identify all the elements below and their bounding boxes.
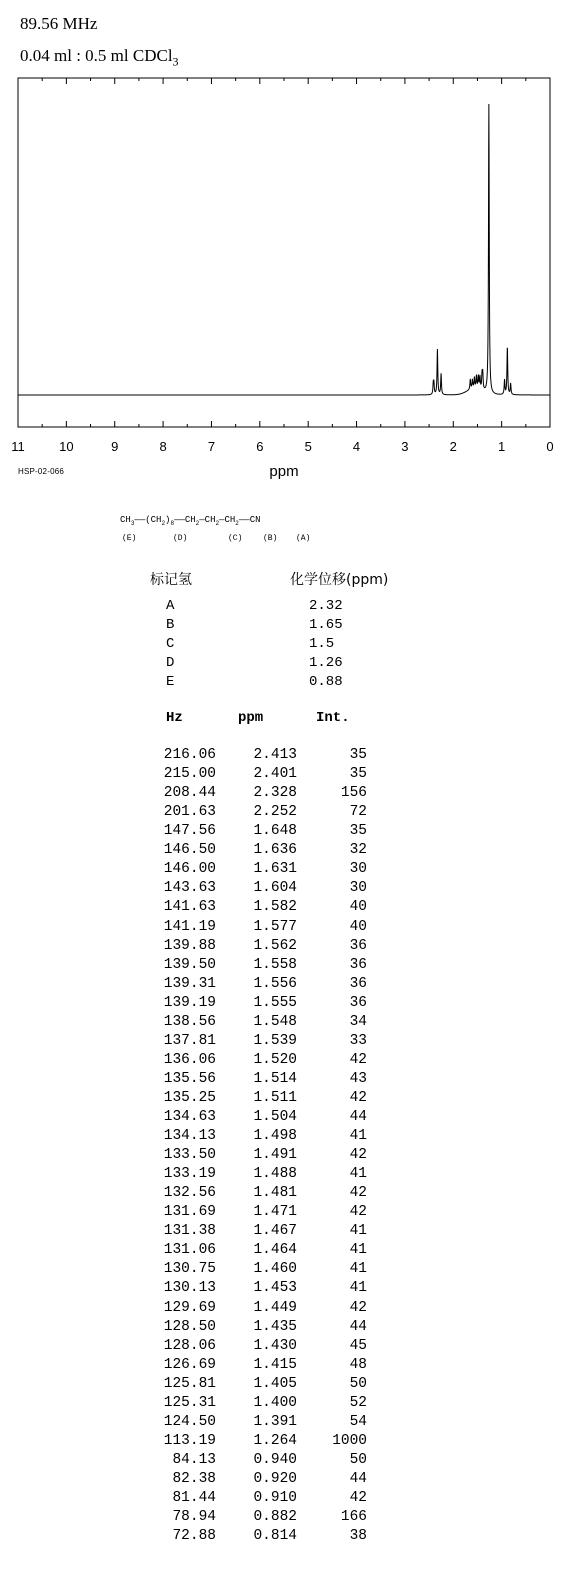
assignment-shift: 1.5 (309, 636, 335, 652)
peak-row (0, 1166, 570, 1185)
peak-row (0, 1242, 570, 1261)
peak-row (0, 1071, 570, 1090)
label-d: (D) (173, 534, 188, 542)
peak-row (0, 1319, 570, 1338)
assignment-shift: 1.65 (309, 617, 343, 633)
peak-ppm: 1.631 (253, 861, 297, 878)
x-tick-label: 5 (304, 439, 312, 454)
peak-intensity: 38 (349, 1528, 367, 1545)
peak-header-int: Int. (316, 710, 350, 726)
spectrum-trace (18, 104, 550, 395)
label-b: (B) (263, 534, 278, 542)
peak-ppm: 1.415 (253, 1356, 297, 1373)
peak-ppm: 1.491 (253, 1147, 297, 1163)
peak-intensity: 54 (349, 1413, 367, 1430)
peak-hz: 132.56 (163, 1185, 216, 1202)
peak-intensity: 166 (340, 1509, 367, 1525)
peak-row (0, 823, 570, 842)
peak-hz: 135.56 (163, 1070, 216, 1087)
x-tick-label: 7 (207, 439, 216, 454)
peak-ppm: 1.405 (253, 1375, 297, 1392)
peak-ppm: 0.920 (253, 1470, 297, 1487)
peak-intensity: 41 (349, 1223, 367, 1240)
peak-hz: 133.19 (163, 1166, 216, 1183)
peak-ppm: 1.555 (253, 994, 297, 1011)
x-tick-label: 8 (159, 439, 167, 454)
peak-ppm: 1.511 (253, 1089, 297, 1106)
peak-intensity: 41 (349, 1280, 367, 1297)
peak-hz: 134.63 (163, 1109, 216, 1125)
peak-row (0, 1280, 570, 1299)
assignment-label: D (166, 655, 175, 671)
peak-ppm: 1.430 (253, 1337, 297, 1354)
x-tick-label: 10 (59, 439, 74, 454)
peak-ppm: 1.391 (253, 1413, 297, 1430)
peak-hz: 139.50 (163, 956, 216, 973)
assignment-label: C (166, 636, 175, 652)
peak-intensity: 50 (349, 1451, 367, 1468)
peak-hz: 133.50 (163, 1147, 216, 1163)
peak-row (0, 1395, 570, 1414)
assignment-header-label: 标记氢 (150, 572, 192, 588)
x-tick-label: 9 (111, 439, 119, 454)
peak-hz: 137.81 (163, 1032, 216, 1049)
peak-row (0, 1452, 570, 1471)
peak-row (0, 1033, 570, 1052)
peak-intensity: 36 (349, 937, 367, 954)
peak-row (0, 1433, 570, 1452)
peak-row (0, 1509, 570, 1528)
assignment-row (0, 636, 570, 655)
solvent-subscript: 3 (172, 54, 179, 69)
peak-intensity: 50 (349, 1375, 367, 1392)
peak-hz: 130.75 (163, 1261, 216, 1278)
peak-row (0, 919, 570, 938)
peak-ppm: 1.514 (253, 1070, 297, 1087)
peak-row (0, 1204, 570, 1223)
peak-row (0, 804, 570, 823)
assignment-row (0, 674, 570, 693)
peak-hz: 146.00 (163, 861, 216, 878)
peak-intensity: 36 (349, 956, 367, 973)
peak-intensity: 42 (349, 1147, 367, 1163)
peak-row (0, 1223, 570, 1242)
peak-intensity: 30 (349, 880, 367, 897)
peak-hz: 81.44 (172, 1490, 216, 1506)
spectrometer-frequency: 89.56 MHz (20, 14, 98, 33)
assignment-label: E (166, 674, 175, 690)
peak-ppm: 0.882 (253, 1509, 297, 1525)
peak-hz: 128.06 (163, 1337, 216, 1354)
label-c: (C) (228, 534, 243, 542)
peak-ppm: 1.264 (253, 1432, 297, 1449)
peak-ppm: 1.481 (253, 1185, 297, 1202)
x-tick-label: 0 (546, 439, 554, 454)
peak-intensity: 30 (349, 861, 367, 878)
peak-hz: 147.56 (163, 823, 216, 840)
peak-ppm: 1.460 (253, 1261, 297, 1278)
peak-hz: 72.88 (172, 1528, 216, 1545)
peak-intensity: 32 (349, 842, 367, 859)
x-tick-label: 3 (401, 439, 409, 454)
peak-ppm: 1.636 (253, 842, 297, 859)
peak-ppm: 0.910 (253, 1490, 297, 1506)
peak-ppm: 1.400 (253, 1394, 297, 1411)
peak-hz: 131.69 (163, 1204, 216, 1221)
peak-ppm: 1.539 (253, 1032, 297, 1049)
peak-ppm: 1.504 (253, 1109, 297, 1125)
peak-hz: 128.50 (163, 1318, 216, 1335)
peak-row (0, 766, 570, 785)
peak-hz: 143.63 (163, 880, 216, 897)
peak-ppm: 1.471 (253, 1204, 297, 1221)
peak-intensity: 72 (349, 804, 367, 821)
peak-hz: 139.19 (163, 994, 216, 1011)
peak-intensity: 43 (349, 1070, 367, 1087)
peak-row (0, 976, 570, 995)
peak-intensity: 41 (349, 1166, 367, 1183)
peak-row (0, 1185, 570, 1204)
x-tick-label: 4 (352, 439, 361, 454)
assignment-shift: 0.88 (309, 674, 343, 690)
peak-hz: 131.38 (163, 1223, 216, 1240)
peak-row (0, 1052, 570, 1071)
peak-ppm: 2.252 (253, 804, 297, 821)
peak-intensity: 36 (349, 975, 367, 992)
assignment-row (0, 598, 570, 617)
peak-hz: 135.25 (163, 1089, 216, 1106)
assignment-label: B (166, 617, 175, 633)
peak-hz: 141.19 (163, 918, 216, 935)
x-tick-label: 6 (256, 439, 264, 454)
peak-intensity: 42 (349, 1089, 367, 1106)
peak-row (0, 1357, 570, 1376)
nmr-spectrum-chart (0, 70, 570, 490)
peak-ppm: 1.467 (253, 1223, 297, 1240)
peak-row (0, 1471, 570, 1490)
peak-ppm: 1.556 (253, 975, 297, 992)
assignment-row (0, 655, 570, 674)
peak-hz: 131.06 (163, 1242, 216, 1259)
peak-intensity: 156 (340, 785, 367, 802)
peak-row (0, 938, 570, 957)
peak-row (0, 995, 570, 1014)
peak-row (0, 1414, 570, 1433)
assignment-shift: 1.26 (309, 655, 343, 671)
peak-hz: 82.38 (172, 1470, 216, 1487)
peak-row (0, 1109, 570, 1128)
peak-row (0, 1261, 570, 1280)
peak-ppm: 0.814 (253, 1528, 297, 1545)
peak-intensity: 33 (349, 1032, 367, 1049)
peak-hz: 201.63 (163, 804, 216, 821)
peak-ppm: 1.604 (253, 880, 297, 897)
label-e: (E) (122, 534, 137, 542)
peak-hz: 113.19 (163, 1432, 216, 1449)
peak-row (0, 1528, 570, 1547)
peak-intensity: 48 (349, 1356, 367, 1373)
peak-hz: 141.63 (163, 899, 216, 916)
peak-intensity: 42 (349, 1204, 367, 1221)
peak-row (0, 1014, 570, 1033)
peak-intensity: 1000 (332, 1432, 367, 1449)
peak-header-ppm: ppm (238, 710, 264, 726)
peak-hz: 125.31 (163, 1394, 216, 1411)
peak-hz: 134.13 (163, 1128, 216, 1144)
assignment-label: A (166, 598, 175, 614)
peak-intensity: 34 (349, 1013, 367, 1030)
peak-intensity: 41 (349, 1242, 367, 1259)
x-tick-label: 1 (498, 439, 506, 454)
peak-hz: 138.56 (163, 1013, 216, 1030)
assignment-shift: 2.32 (309, 598, 343, 614)
peak-intensity: 44 (349, 1109, 367, 1125)
peak-intensity: 35 (349, 747, 367, 763)
peak-hz: 146.50 (163, 842, 216, 859)
x-axis-label: ppm (269, 463, 299, 480)
peak-ppm: 1.562 (253, 937, 297, 954)
peak-hz: 126.69 (163, 1356, 216, 1373)
peak-row (0, 747, 570, 766)
peak-intensity: 45 (349, 1337, 367, 1354)
spectrum-code: HSP-02-066 (18, 467, 65, 476)
peak-intensity: 44 (349, 1318, 367, 1335)
peak-intensity: 42 (349, 1299, 367, 1316)
peak-ppm: 1.488 (253, 1166, 297, 1183)
peak-ppm: 1.558 (253, 956, 297, 973)
peak-ppm: 2.401 (253, 766, 297, 782)
peak-row (0, 1128, 570, 1147)
peak-ppm: 2.328 (253, 785, 297, 802)
peak-intensity: 41 (349, 1128, 367, 1144)
peak-intensity: 42 (349, 1051, 367, 1068)
peak-intensity: 52 (349, 1394, 367, 1411)
peak-ppm: 2.413 (253, 747, 297, 763)
peak-ppm: 1.449 (253, 1299, 297, 1316)
peak-row (0, 1300, 570, 1319)
peak-hz: 125.81 (163, 1375, 216, 1392)
peak-hz: 84.13 (172, 1451, 216, 1468)
formula-line: $CH_3——(CH_2)_8——CH_2—CH_2—CH_2——CN$ (120, 515, 261, 527)
peak-ppm: 0.940 (253, 1451, 297, 1468)
peak-hz: 208.44 (163, 785, 216, 802)
peak-ppm: 1.464 (253, 1242, 297, 1259)
peak-intensity: 41 (349, 1261, 367, 1278)
peak-row (0, 1338, 570, 1357)
peak-row (0, 1490, 570, 1509)
peak-row (0, 1090, 570, 1109)
peak-hz: 78.94 (172, 1509, 216, 1525)
peak-intensity: 44 (349, 1470, 367, 1487)
peak-ppm: 1.648 (253, 823, 297, 840)
structure-formula (118, 508, 378, 542)
peak-ppm: 1.435 (253, 1318, 297, 1335)
peak-intensity: 40 (349, 899, 367, 916)
peak-row (0, 899, 570, 918)
x-tick-label: 2 (449, 439, 457, 454)
peak-row (0, 861, 570, 880)
peak-intensity: 35 (349, 823, 367, 840)
peak-intensity: 42 (349, 1490, 367, 1506)
peak-hz: 129.69 (163, 1299, 216, 1316)
assignment-header-shift: 化学位移(ppm) (290, 572, 389, 588)
peak-intensity: 40 (349, 918, 367, 935)
peak-row (0, 1147, 570, 1166)
peak-intensity: 42 (349, 1185, 367, 1202)
peak-ppm: 1.498 (253, 1128, 297, 1144)
peak-ppm: 1.453 (253, 1280, 297, 1297)
x-tick-label: 11 (11, 439, 25, 454)
peak-hz: 130.13 (163, 1280, 216, 1297)
peak-ppm: 1.582 (253, 899, 297, 916)
assignment-row (0, 617, 570, 636)
peak-ppm: 1.520 (253, 1051, 297, 1068)
peak-row (0, 785, 570, 804)
peak-header-hz: Hz (166, 710, 183, 726)
peak-hz: 139.88 (163, 937, 216, 954)
peak-row (0, 1376, 570, 1395)
peak-ppm: 1.548 (253, 1013, 297, 1030)
peak-hz: 216.06 (163, 747, 216, 763)
peak-intensity: 36 (349, 994, 367, 1011)
solvent-text: 0.04 ml : 0.5 ml CDCl (20, 46, 173, 65)
plot-frame (18, 78, 550, 427)
peak-row (0, 880, 570, 899)
sample-solvent (20, 46, 179, 69)
peak-hz: 215.00 (163, 766, 216, 782)
peak-hz: 124.50 (163, 1413, 216, 1430)
peak-ppm: 1.577 (253, 918, 297, 935)
peak-hz: 136.06 (163, 1051, 216, 1068)
label-a: (A) (296, 534, 311, 542)
peak-hz: 139.31 (163, 975, 216, 992)
peak-row (0, 957, 570, 976)
peak-intensity: 35 (349, 766, 367, 782)
peak-row (0, 842, 570, 861)
